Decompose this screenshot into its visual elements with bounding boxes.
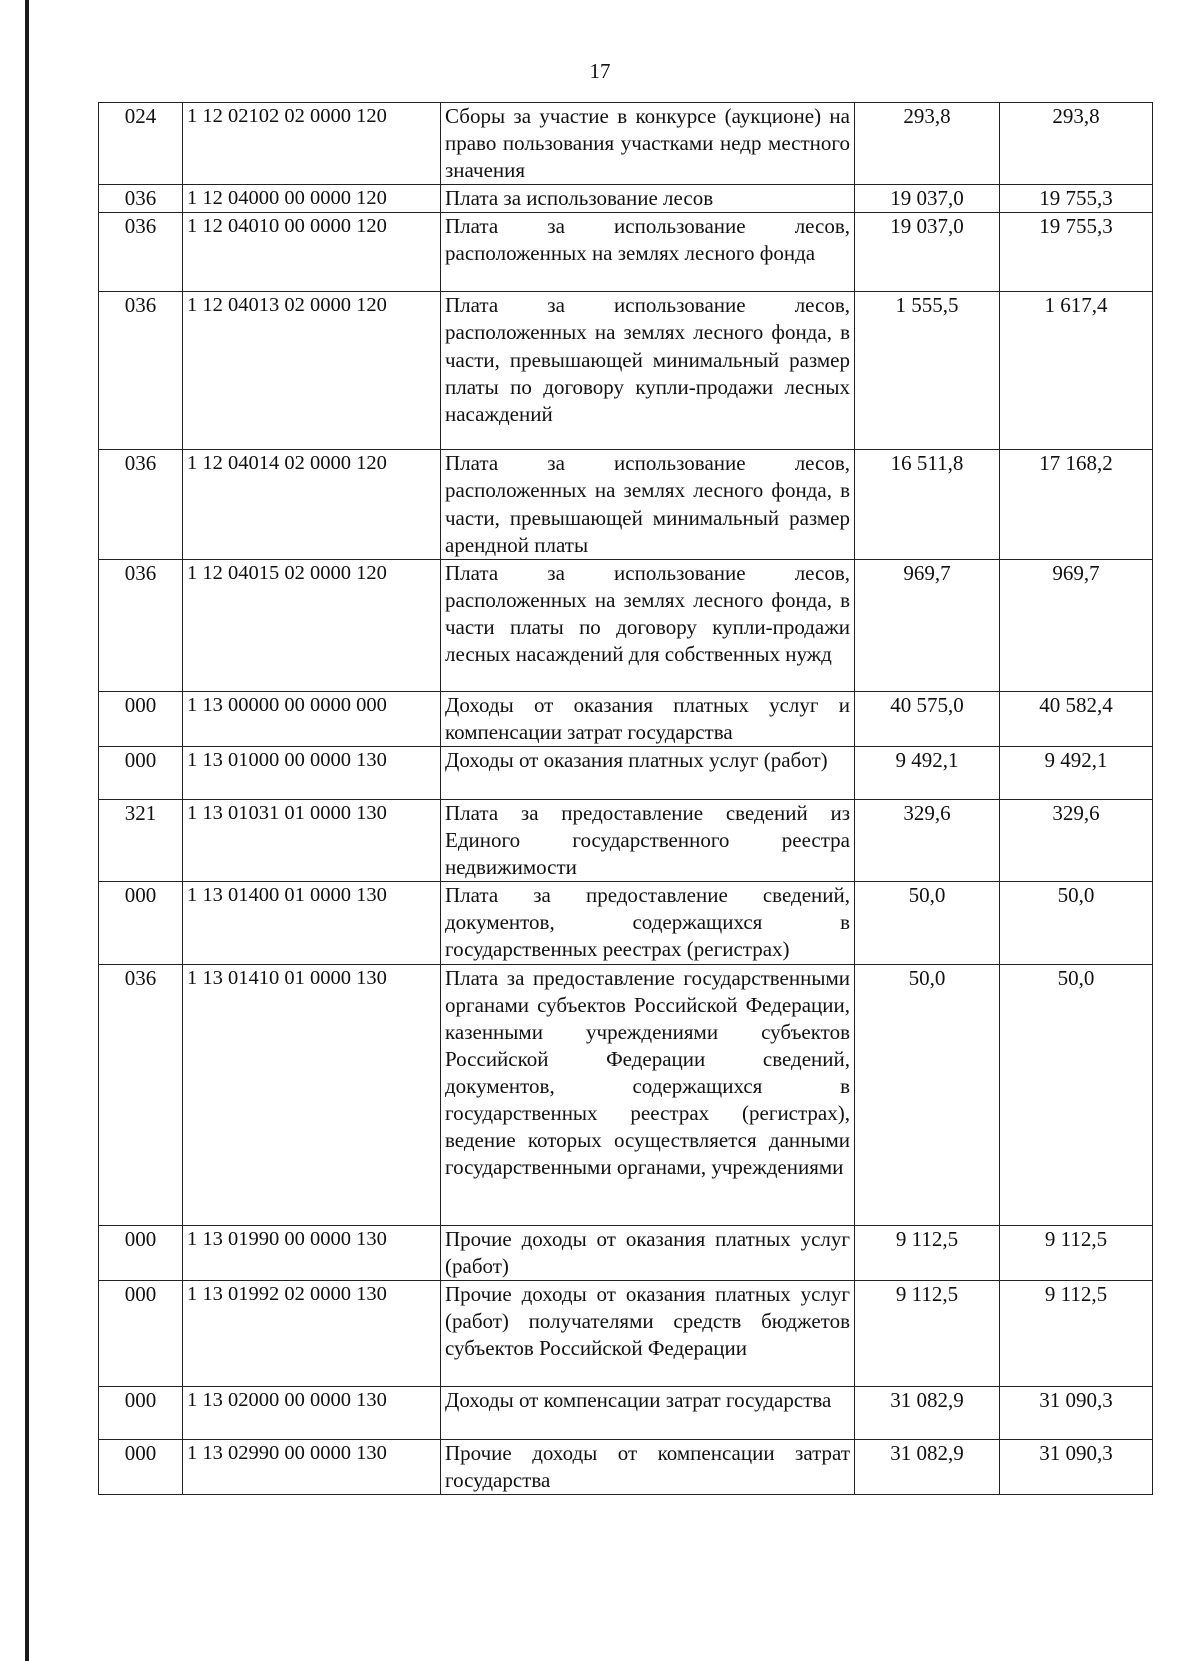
amount-year2-cell: 969,7: [1000, 559, 1153, 691]
admin-code-cell: 036: [99, 559, 183, 691]
budget-code-cell: 1 12 04014 02 0000 120: [183, 450, 441, 559]
admin-code-cell: 000: [99, 1280, 183, 1386]
amount-year1-cell: 9 112,5: [855, 1280, 1000, 1386]
amount-year1-cell: 329,6: [855, 799, 1000, 881]
admin-code-cell: 321: [99, 799, 183, 881]
admin-code-cell: 000: [99, 882, 183, 964]
revenue-name-cell: Прочие доходы от оказания платных услуг (работ): [441, 1225, 855, 1280]
budget-code-cell: 1 13 01410 01 0000 130: [183, 964, 441, 1225]
table-row: [99, 450, 1153, 559]
table-row: [99, 799, 1153, 881]
admin-code-cell: 000: [99, 691, 183, 746]
amount-year1-cell: 969,7: [855, 559, 1000, 691]
budget-code-cell: 1 13 01031 01 0000 130: [183, 799, 441, 881]
admin-code-cell: 000: [99, 1439, 183, 1494]
table-row: [99, 882, 1153, 964]
revenue-name-cell: Плата за использование лесов, расположенных на землях лесного фонда, в части, превышающей минимальный размер арендной платы: [441, 450, 855, 559]
budget-code-cell: 1 12 04000 00 0000 120: [183, 185, 441, 213]
revenue-name-cell: Доходы от оказания платных услуг (работ): [441, 746, 855, 799]
revenue-name-cell: Плата за предоставление сведений из Единого государственного реестра недвижимости: [441, 799, 855, 881]
amount-year2-cell: 9 492,1: [1000, 746, 1153, 799]
revenue-name-cell: Сборы за участие в конкурсе (аукционе) на право пользования участками недр местного значения: [441, 103, 855, 185]
budget-code-cell: 1 13 02990 00 0000 130: [183, 1439, 441, 1494]
admin-code-cell: 036: [99, 964, 183, 1225]
table-row: [99, 746, 1153, 799]
amount-year1-cell: 50,0: [855, 964, 1000, 1225]
table-row: [99, 185, 1153, 213]
amount-year2-cell: 50,0: [1000, 882, 1153, 964]
admin-code-cell: 000: [99, 1225, 183, 1280]
amount-year1-cell: 40 575,0: [855, 691, 1000, 746]
amount-year2-cell: 31 090,3: [1000, 1439, 1153, 1494]
scan-margin-line: [25, 0, 29, 1661]
admin-code-cell: 000: [99, 1386, 183, 1439]
page-number: 17: [589, 59, 611, 83]
table-row: [99, 1439, 1153, 1494]
admin-code-cell: 036: [99, 185, 183, 213]
amount-year1-cell: 50,0: [855, 882, 1000, 964]
amount-year1-cell: 31 082,9: [855, 1439, 1000, 1494]
amount-year2-cell: 9 112,5: [1000, 1280, 1153, 1386]
budget-code-cell: 1 12 04010 00 0000 120: [183, 213, 441, 292]
revenue-name-cell: Плата за предоставление государственными органами субъектов Российской Федерации, казенными учреждениями субъектов Российской Федерации сведений, документов, содержащихся в государственных реестрах (регистрах), ведение которых осуществляется данными государственными органами, учреждениями: [441, 964, 855, 1225]
amount-year2-cell: 17 168,2: [1000, 450, 1153, 559]
admin-code-cell: 036: [99, 213, 183, 292]
budget-code-cell: 1 12 04015 02 0000 120: [183, 559, 441, 691]
table-row: [99, 103, 1153, 185]
revenue-table: [98, 102, 1153, 1495]
revenue-name-cell: Плата за использование лесов, расположенных на землях лесного фонда, в части платы по договору купли-продажи лесных насаждений для собственных нужд: [441, 559, 855, 691]
amount-year2-cell: 50,0: [1000, 964, 1153, 1225]
admin-code-cell: 036: [99, 292, 183, 450]
table-row: [99, 1386, 1153, 1439]
amount-year1-cell: 19 037,0: [855, 185, 1000, 213]
budget-code-cell: 1 12 02102 02 0000 120: [183, 103, 441, 185]
admin-code-cell: 000: [99, 746, 183, 799]
revenue-name-cell: Прочие доходы от оказания платных услуг (работ) получателями средств бюджетов субъектов Российской Федерации: [441, 1280, 855, 1386]
amount-year2-cell: 19 755,3: [1000, 185, 1153, 213]
table-row: [99, 292, 1153, 450]
amount-year2-cell: 40 582,4: [1000, 691, 1153, 746]
table-row: [99, 213, 1153, 292]
revenue-name-cell: Плата за использование лесов, расположенных на землях лесного фонда: [441, 213, 855, 292]
budget-code-cell: 1 12 04013 02 0000 120: [183, 292, 441, 450]
budget-code-cell: 1 13 01400 01 0000 130: [183, 882, 441, 964]
amount-year2-cell: 31 090,3: [1000, 1386, 1153, 1439]
amount-year2-cell: 1 617,4: [1000, 292, 1153, 450]
budget-code-cell: 1 13 01990 00 0000 130: [183, 1225, 441, 1280]
amount-year2-cell: 293,8: [1000, 103, 1153, 185]
revenue-name-cell: Доходы от оказания платных услуг и компенсации затрат государства: [441, 691, 855, 746]
budget-code-cell: 1 13 00000 00 0000 000: [183, 691, 441, 746]
amount-year2-cell: 329,6: [1000, 799, 1153, 881]
revenue-table-body: [99, 103, 1153, 1495]
budget-code-cell: 1 13 01992 02 0000 130: [183, 1280, 441, 1386]
budget-code-cell: 1 13 01000 00 0000 130: [183, 746, 441, 799]
amount-year1-cell: 19 037,0: [855, 213, 1000, 292]
revenue-name-cell: Плата за использование лесов: [441, 185, 855, 213]
amount-year1-cell: 1 555,5: [855, 292, 1000, 450]
table-row: [99, 559, 1153, 691]
amount-year1-cell: 16 511,8: [855, 450, 1000, 559]
amount-year1-cell: 9 112,5: [855, 1225, 1000, 1280]
budget-code-cell: 1 13 02000 00 0000 130: [183, 1386, 441, 1439]
table-row: [99, 964, 1153, 1225]
revenue-name-cell: Плата за предоставление сведений, документов, содержащихся в государственных реестрах (регистрах): [441, 882, 855, 964]
amount-year2-cell: 9 112,5: [1000, 1225, 1153, 1280]
revenue-name-cell: Прочие доходы от компенсации затрат государства: [441, 1439, 855, 1494]
table-row: [99, 1280, 1153, 1386]
admin-code-cell: 024: [99, 103, 183, 185]
amount-year1-cell: 293,8: [855, 103, 1000, 185]
amount-year1-cell: 31 082,9: [855, 1386, 1000, 1439]
amount-year2-cell: 19 755,3: [1000, 213, 1153, 292]
revenue-name-cell: Плата за использование лесов, расположенных на землях лесного фонда, в части, превышающей минимальный размер платы по договору купли-продажи лесных насаждений: [441, 292, 855, 450]
table-row: [99, 1225, 1153, 1280]
amount-year1-cell: 9 492,1: [855, 746, 1000, 799]
table-row: [99, 691, 1153, 746]
revenue-name-cell: Доходы от компенсации затрат государства: [441, 1386, 855, 1439]
admin-code-cell: 036: [99, 450, 183, 559]
